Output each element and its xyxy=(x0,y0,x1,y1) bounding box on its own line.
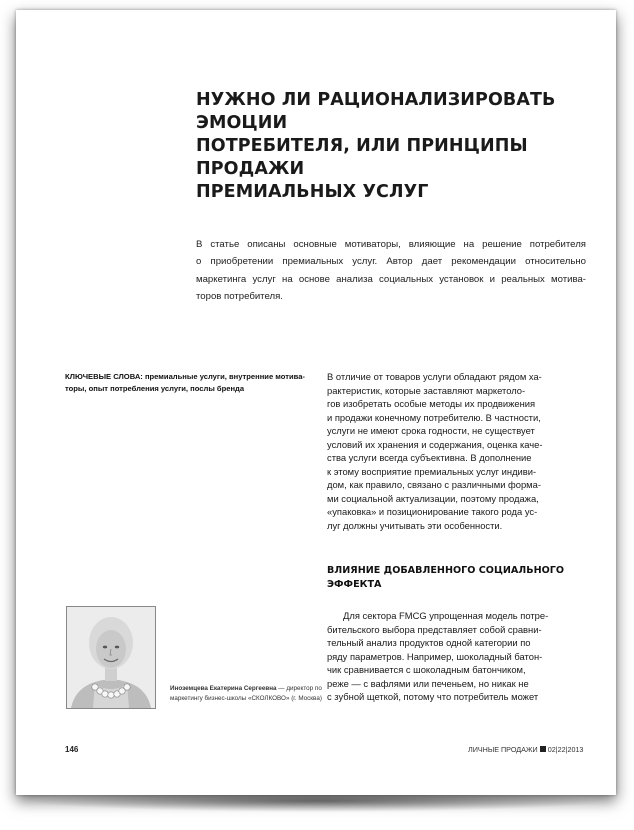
square-separator-icon xyxy=(540,746,546,752)
author-caption xyxy=(170,684,330,703)
text-line: реже — с вафлями или печеньем, но никак не xyxy=(327,677,529,689)
text-line: дом, как правило, связано с различными форма- xyxy=(327,479,541,490)
abstract-line: торов потребителя. xyxy=(196,290,283,302)
article-title xyxy=(196,89,586,204)
keywords-line: КЛЮЧЕВЫЕ СЛОВА: премиальные услуги, внутренние мотива- xyxy=(65,372,305,381)
journal-name: ЛИЧНЫЕ ПРОДАЖИ xyxy=(468,745,538,754)
text-line: ми социальной актуализации, поэтому продажа, xyxy=(327,492,539,504)
intro-paragraph xyxy=(327,370,582,532)
text-line: условий их хранения и содержания, оценка каче- xyxy=(327,438,543,450)
text-line: В отличие от товаров услуги обладают рядом ха- xyxy=(327,371,542,382)
text-line: рактеристик, которые заставляют маркетоло- xyxy=(327,384,526,396)
text-line: тельный анализ продуктов одной категории по xyxy=(327,637,531,648)
keywords-line: торы, опыт потребления услуги, послы бренда xyxy=(65,383,245,393)
journal-footer xyxy=(468,745,583,754)
title-line: ПРЕМИАЛЬНЫХ УСЛУГ xyxy=(196,182,429,202)
author-caption-line1 xyxy=(170,684,330,694)
abstract-line: о приобретении премиальных услуг. Автор дает рекомендации относительно xyxy=(196,256,586,268)
text-line: бительского выбора представляет собой сравни- xyxy=(327,623,542,635)
author-role: маркетингу бизнес-школы «СКОЛКОВО» (г. Москва) xyxy=(170,694,322,702)
text-line: чик сравнивается с шоколадным батончиком, xyxy=(327,664,526,675)
text-line: «упаковка» и позиционирование такого рода ус- xyxy=(327,506,538,517)
article-abstract xyxy=(196,236,586,305)
section-paragraph xyxy=(327,609,582,704)
text-line: луг должны учитывать эти особенности. xyxy=(327,519,503,531)
text-line: услуги не имеют срока годности, не существует xyxy=(327,425,535,436)
heading-line: ЭФФЕКТА xyxy=(327,578,382,590)
author-name: Иноземцева Екатерина Сергеевна xyxy=(170,685,277,692)
section-heading xyxy=(327,564,587,591)
author-photo xyxy=(66,606,156,709)
title-line: НУЖНО ЛИ РАЦИОНАЛИЗИРОВАТЬ ЭМОЦИИ xyxy=(196,90,556,133)
text-line: к этому восприятие премиальных услуг индиви- xyxy=(327,465,537,477)
text-line: и продажи конечному потребителю. В частности, xyxy=(327,411,541,423)
abstract-line: маркетинга услуг на основе анализа социальных установок и реальных мотива- xyxy=(196,273,586,285)
abstract-line: В статье описаны основные мотиваторы, влияющие на решение потребителя xyxy=(196,239,586,250)
text-line: ства услуги всегда субъективна. В дополнение xyxy=(327,452,532,463)
page-number: 146 xyxy=(65,745,79,754)
issue-number: 02|22|2013 xyxy=(547,745,584,754)
text-line: ряду параметров. Например, шоколадный батон- xyxy=(327,650,543,662)
text-line: с зубной щеткой, потому что потребитель может xyxy=(327,691,539,702)
heading-line: ВЛИЯНИЕ ДОБАВЛЕННОГО СОЦИАЛЬНОГО xyxy=(327,565,565,576)
text-line: Для сектора FMCG упрощенная модель потре- xyxy=(343,610,549,621)
author-role-part: — директор по xyxy=(276,685,322,692)
text-line: гов изобретать особые методы их продвижения xyxy=(327,398,536,409)
title-line: ПОТРЕБИТЕЛЯ, ИЛИ ПРИНЦИПЫ ПРОДАЖИ xyxy=(196,136,528,179)
author-portrait-image xyxy=(67,607,155,708)
keywords-block xyxy=(65,371,320,394)
